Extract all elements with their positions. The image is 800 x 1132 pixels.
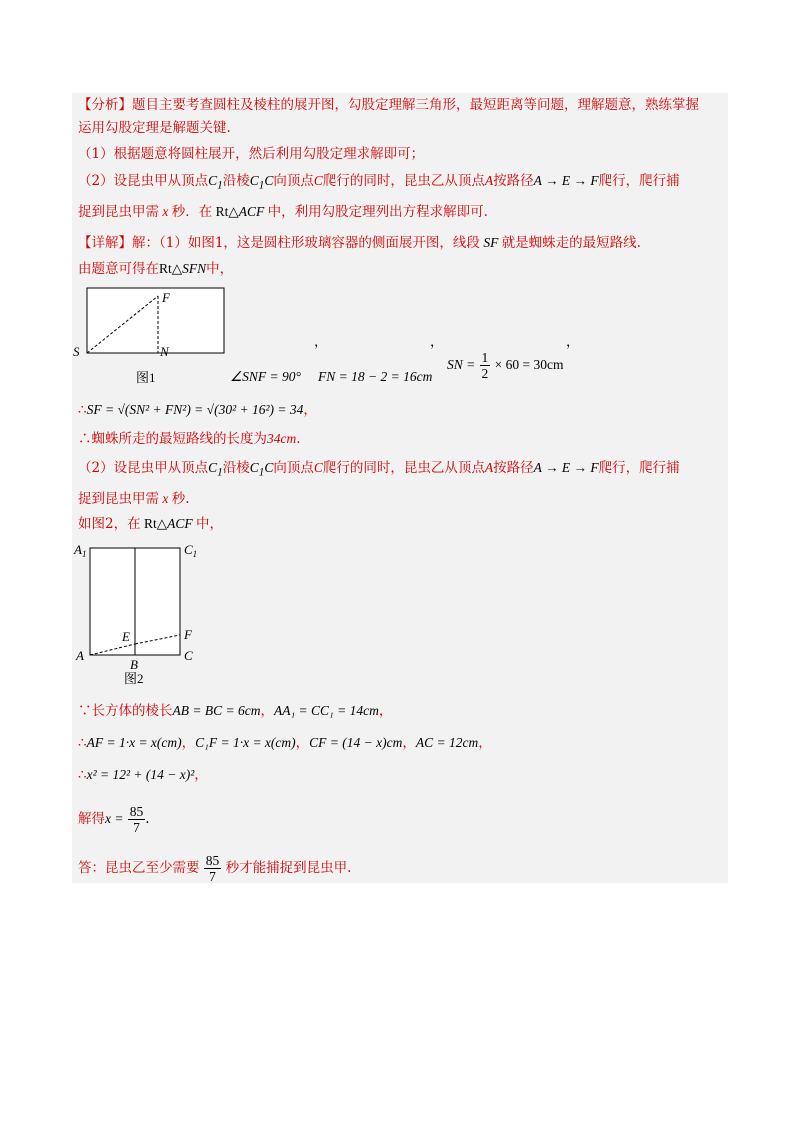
fig2-label-A: A [76,648,84,663]
fig2-label-A1: $A_1$ [74,542,87,559]
fig1-caption: 图1 [136,370,156,385]
fig1-label-S: S [73,344,80,359]
fig2-label-F: F [184,627,192,642]
comma-2: ， [430,334,444,350]
analysis-line-3: （1）根据题意将圆柱展开，然后利用勾股定理求解即可； [78,146,425,162]
fig2-label-B: B [130,657,138,672]
x-equation: ∴x² = 12² + (14 − x)²， [78,767,208,783]
part2-line-2: 捉到昆虫甲需 x 秒. [78,491,190,507]
comma-3: ， [566,334,580,350]
edge-lengths: ∵长方体的棱长AB = BC = 6cm，AA₁ = CC₁ = 14cm， [78,703,393,719]
fig2-label-E: E [122,629,130,644]
figure-2 [72,538,202,688]
part2-line-3: 如图2，在 Rt△ACF 中， [78,516,223,532]
analysis-line-1: 【分析】题目主要考查圆柱及棱柱的展开图，勾股定理解三角形，最短距离等问题，理解题意，熟练掌握 [78,97,699,113]
figure-1 [70,282,230,388]
spider-result: ∴蜘蛛所走的最短路线的长度为34cm. [78,431,301,447]
detail-line-1: 【详解】解：（1）如图1，这是圆柱形玻璃容器的侧面展开图，线段 SF 就是蜘蛛走的最短路线. [78,235,641,251]
part2-line-1: （2）设昆虫甲从顶点$C_1$沿棱$C_1C$向顶点C爬行的同时，昆虫乙从顶点A按路径A → E → F爬行，爬行捕 [78,460,680,479]
fig2-label-C1: $C_1$ [184,542,198,559]
solve-line: 解得x = $\frac{85}{7}$ . [78,804,150,835]
analysis-line-2: 运用勾股定理是解题关键. [78,120,231,136]
analysis-line-4: （2）设昆虫甲从顶点$C_1$沿棱$C_1C$向顶点C爬行的同时，昆虫乙从顶点A按路径A → E → F爬行，爬行捕 [78,173,680,192]
comma-1: ， [314,334,328,350]
eq-angle-snf: ∠SNF = 90° [230,369,301,384]
af-equations: ∴AF = 1·x = x(cm)，C₁F = 1·x = x(cm)，CF = (14 − x)cm，AC = 12cm， [78,735,492,751]
fig1-label-N: N [160,344,169,359]
sf-equation: ∴SF = √(SN² + FN²) = √(30² + 16²) = 34， [78,402,317,418]
fig2-label-C: C [184,648,193,663]
eq-sn: SN = $\frac{1}{2}$ × 60 = 30cm [447,350,564,381]
eq-fn: FN = 18 − 2 = 16cm [318,369,433,384]
analysis-line-5: 捉到昆虫甲需 x 秒．在 Rt△ACF 中，利用勾股定理列出方程求解即可. [78,204,488,220]
answer-line: 答：昆虫乙至少需要 $\frac{85}{7}$ 秒才能捕捉到昆虫甲. [78,853,352,884]
detail-line-2: 由题意可得在Rt△SFN中， [78,261,234,277]
fig2-caption: 图2 [124,671,144,686]
fig1-label-F: F [162,290,170,305]
